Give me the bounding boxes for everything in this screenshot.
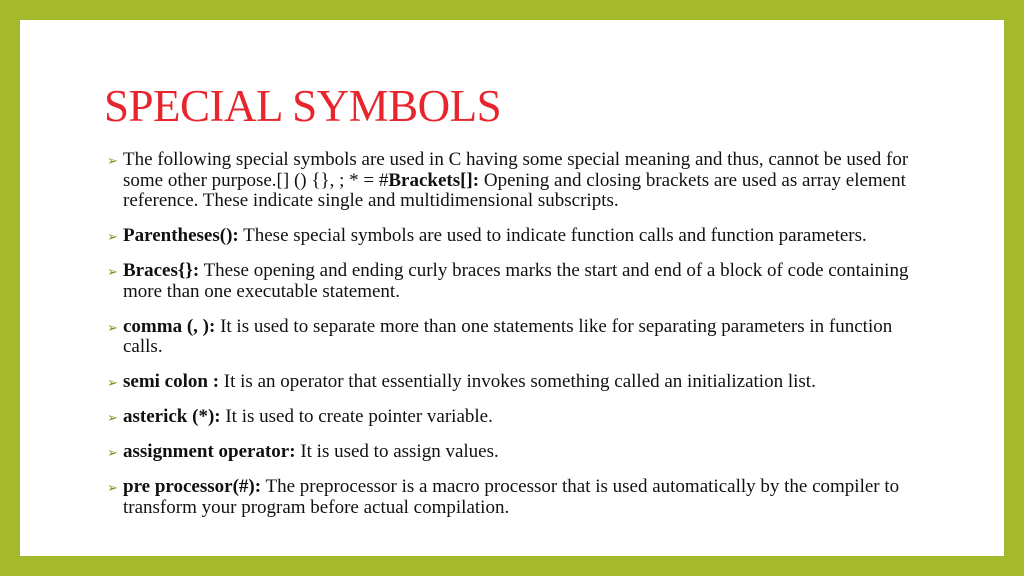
arrowhead-bullet-icon: ➢ — [107, 264, 118, 279]
bullet-term: asterick (*): — [123, 406, 221, 427]
bullet-term: Braces{}: — [123, 260, 200, 281]
bullet-list — [104, 150, 924, 533]
arrowhead-bullet-icon: ➢ — [107, 153, 118, 168]
arrowhead-bullet-icon: ➢ — [107, 229, 118, 244]
bullet-text: Opening and closing brackets are used as array element reference. These indicate single and multidimensional subscripts. — [123, 169, 906, 211]
bullet-item-asterisk — [104, 407, 924, 428]
bullet-text: These opening and ending curly braces marks the start and end of a block of code containing more than one executable statement. — [123, 260, 909, 302]
bullet-item-brackets — [104, 150, 924, 212]
bullet-term: assignment operator: — [123, 441, 296, 462]
arrowhead-bullet-icon: ➢ — [107, 375, 118, 390]
bullet-text: It is used to assign values. — [295, 441, 499, 462]
arrowhead-bullet-icon: ➢ — [107, 319, 118, 335]
bullet-term: Brackets[]: — [388, 169, 480, 191]
arrowhead-bullet-icon: ➢ — [107, 445, 118, 460]
slide-title: SPECIAL SYMBOLS — [104, 81, 502, 131]
bullet-term: pre processor(#): — [123, 476, 262, 497]
bullet-lead-text: The following special symbols are used in C having some special meaning and thus, cannot be used for some other purpose.[] () {}, ; * = # — [123, 149, 909, 191]
bullet-text: It is used to separate more than one statements like for separating parameters in function calls. — [123, 315, 893, 357]
bullet-text: It is used to create pointer variable. — [220, 406, 493, 427]
bullet-item-semicolon — [104, 372, 924, 393]
bullet-item-assignment — [104, 442, 924, 463]
bullet-item-preprocessor — [104, 477, 924, 518]
slide-canvas — [20, 20, 1004, 556]
bullet-item-braces — [104, 261, 924, 302]
bullet-text: The preprocessor is a macro processor that is used automatically by the compiler to transform your program before actual compilation. — [123, 476, 900, 518]
bullet-term: Parentheses(): — [123, 225, 239, 246]
bullet-item-parentheses — [104, 226, 924, 247]
arrowhead-bullet-icon: ➢ — [107, 410, 118, 425]
arrowhead-bullet-icon: ➢ — [107, 480, 118, 495]
bullet-item-comma — [104, 317, 924, 358]
bullet-term: comma (, ): — [123, 315, 216, 337]
bullet-text: It is an operator that essentially invokes something called an initialization list. — [219, 371, 816, 392]
bullet-text: These special symbols are used to indicate function calls and function parameters. — [238, 225, 867, 246]
bullet-term: semi colon : — [123, 371, 220, 392]
